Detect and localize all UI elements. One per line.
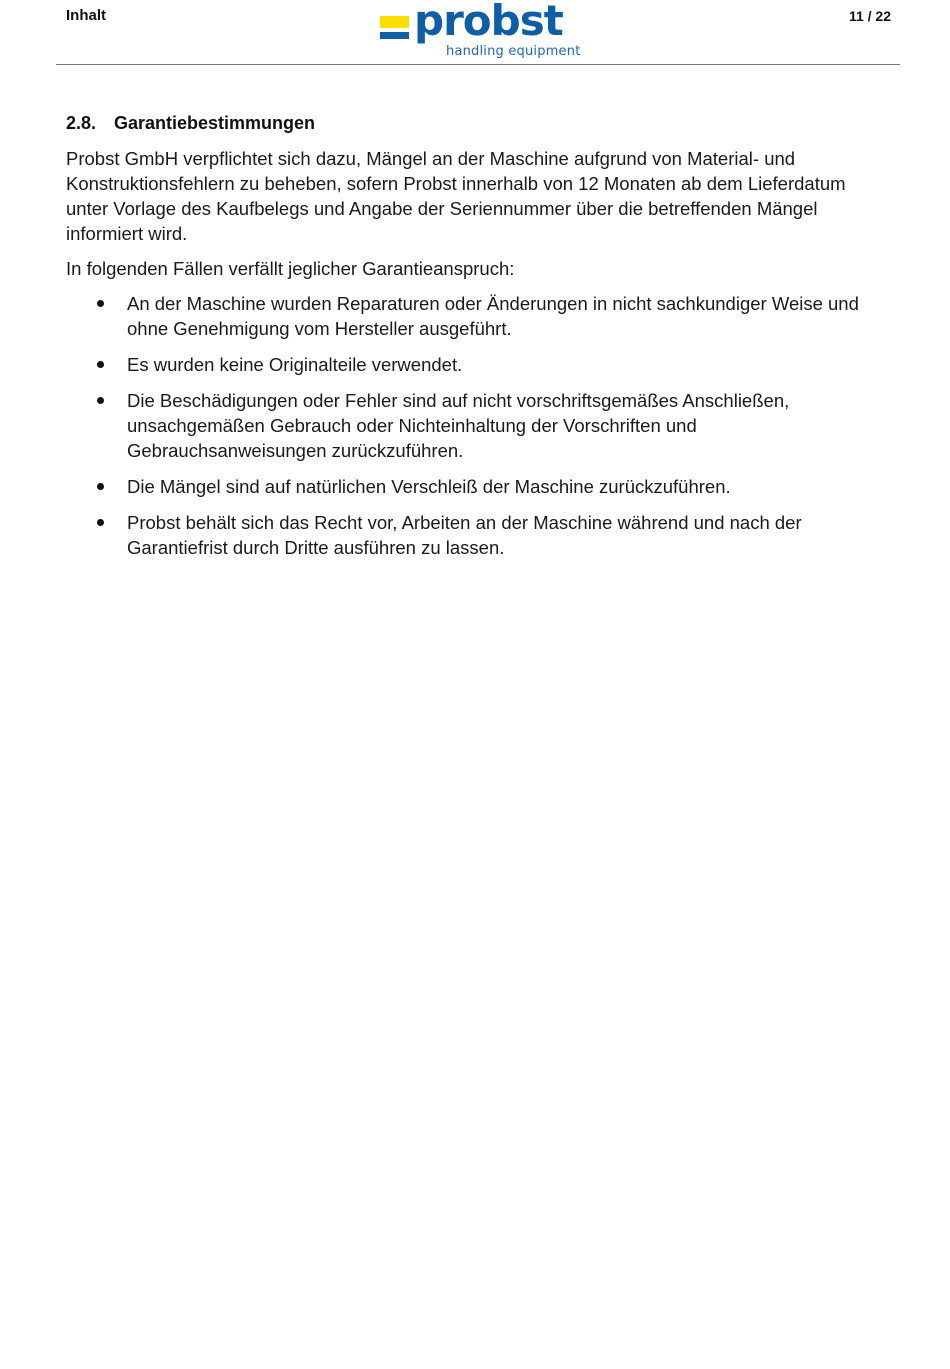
- logo-yellow-bar: [380, 16, 409, 28]
- bullet-icon: [97, 300, 104, 307]
- logo-blue-bar: [380, 32, 409, 39]
- list-item: [66, 510, 866, 560]
- header-divider: [56, 64, 900, 65]
- bullet-icon: [97, 397, 104, 404]
- exclusions-intro: In folgenden Fällen verfällt jeglicher Garantieanspruch:: [66, 258, 515, 279]
- page-indicator: 11 / 22: [848, 8, 891, 24]
- header-section-label: Inhalt: [66, 7, 106, 24]
- list-item: [66, 352, 866, 377]
- bullet-icon: [97, 361, 104, 368]
- section-title: Garantiebestimmungen: [114, 113, 316, 133]
- probst-logo: [380, 0, 585, 62]
- exclusion-list: [66, 291, 866, 560]
- list-item-text: Die Mängel sind auf natürlichen Verschleiß der Maschine zurückzuführen.: [127, 476, 731, 497]
- list-item: [66, 291, 866, 341]
- section-heading: [66, 110, 866, 136]
- list-item-text: An der Maschine wurden Reparaturen oder Änderungen in nicht sachkundiger Weise und ohne Genehmigung vom Hersteller ausgeführt.: [127, 293, 859, 339]
- list-item-text: Es wurden keine Originalteile verwendet.: [127, 354, 463, 375]
- section-number: 2.8.: [66, 113, 97, 133]
- list-item: [66, 474, 866, 499]
- page-header: [0, 0, 950, 66]
- list-item-text: Probst behält sich das Recht vor, Arbeiten an der Maschine während und nach der Garantiefrist durch Dritte ausführen zu lassen.: [127, 512, 802, 558]
- list-item: [66, 388, 866, 463]
- list-item-text: Die Beschädigungen oder Fehler sind auf nicht vorschriftsgemäßes Anschließen, unsachgemäßen Gebrauch oder Nichteinhaltung der Vorschriften und Gebrauchsanweisungen zurückzuführen.: [127, 390, 790, 461]
- warranty-paragraph: Probst GmbH verpflichtet sich dazu, Mängel an der Maschine aufgrund von Material- und Konstruktionsfehlern zu beheben, sofern Probst innerhalb von 12 Monaten ab dem Lieferdatum unter Vorlage des Kaufbelegs und Angabe der Seriennummer über die betreffenden Mängel informiert wird.: [66, 148, 846, 244]
- logo-tagline: handling equipment: [446, 44, 581, 59]
- bullet-icon: [97, 483, 104, 490]
- page-content: [66, 110, 866, 571]
- logo-wordmark: probst: [414, 0, 563, 45]
- bullet-icon: [97, 519, 104, 526]
- logo-bars-icon: [380, 16, 410, 42]
